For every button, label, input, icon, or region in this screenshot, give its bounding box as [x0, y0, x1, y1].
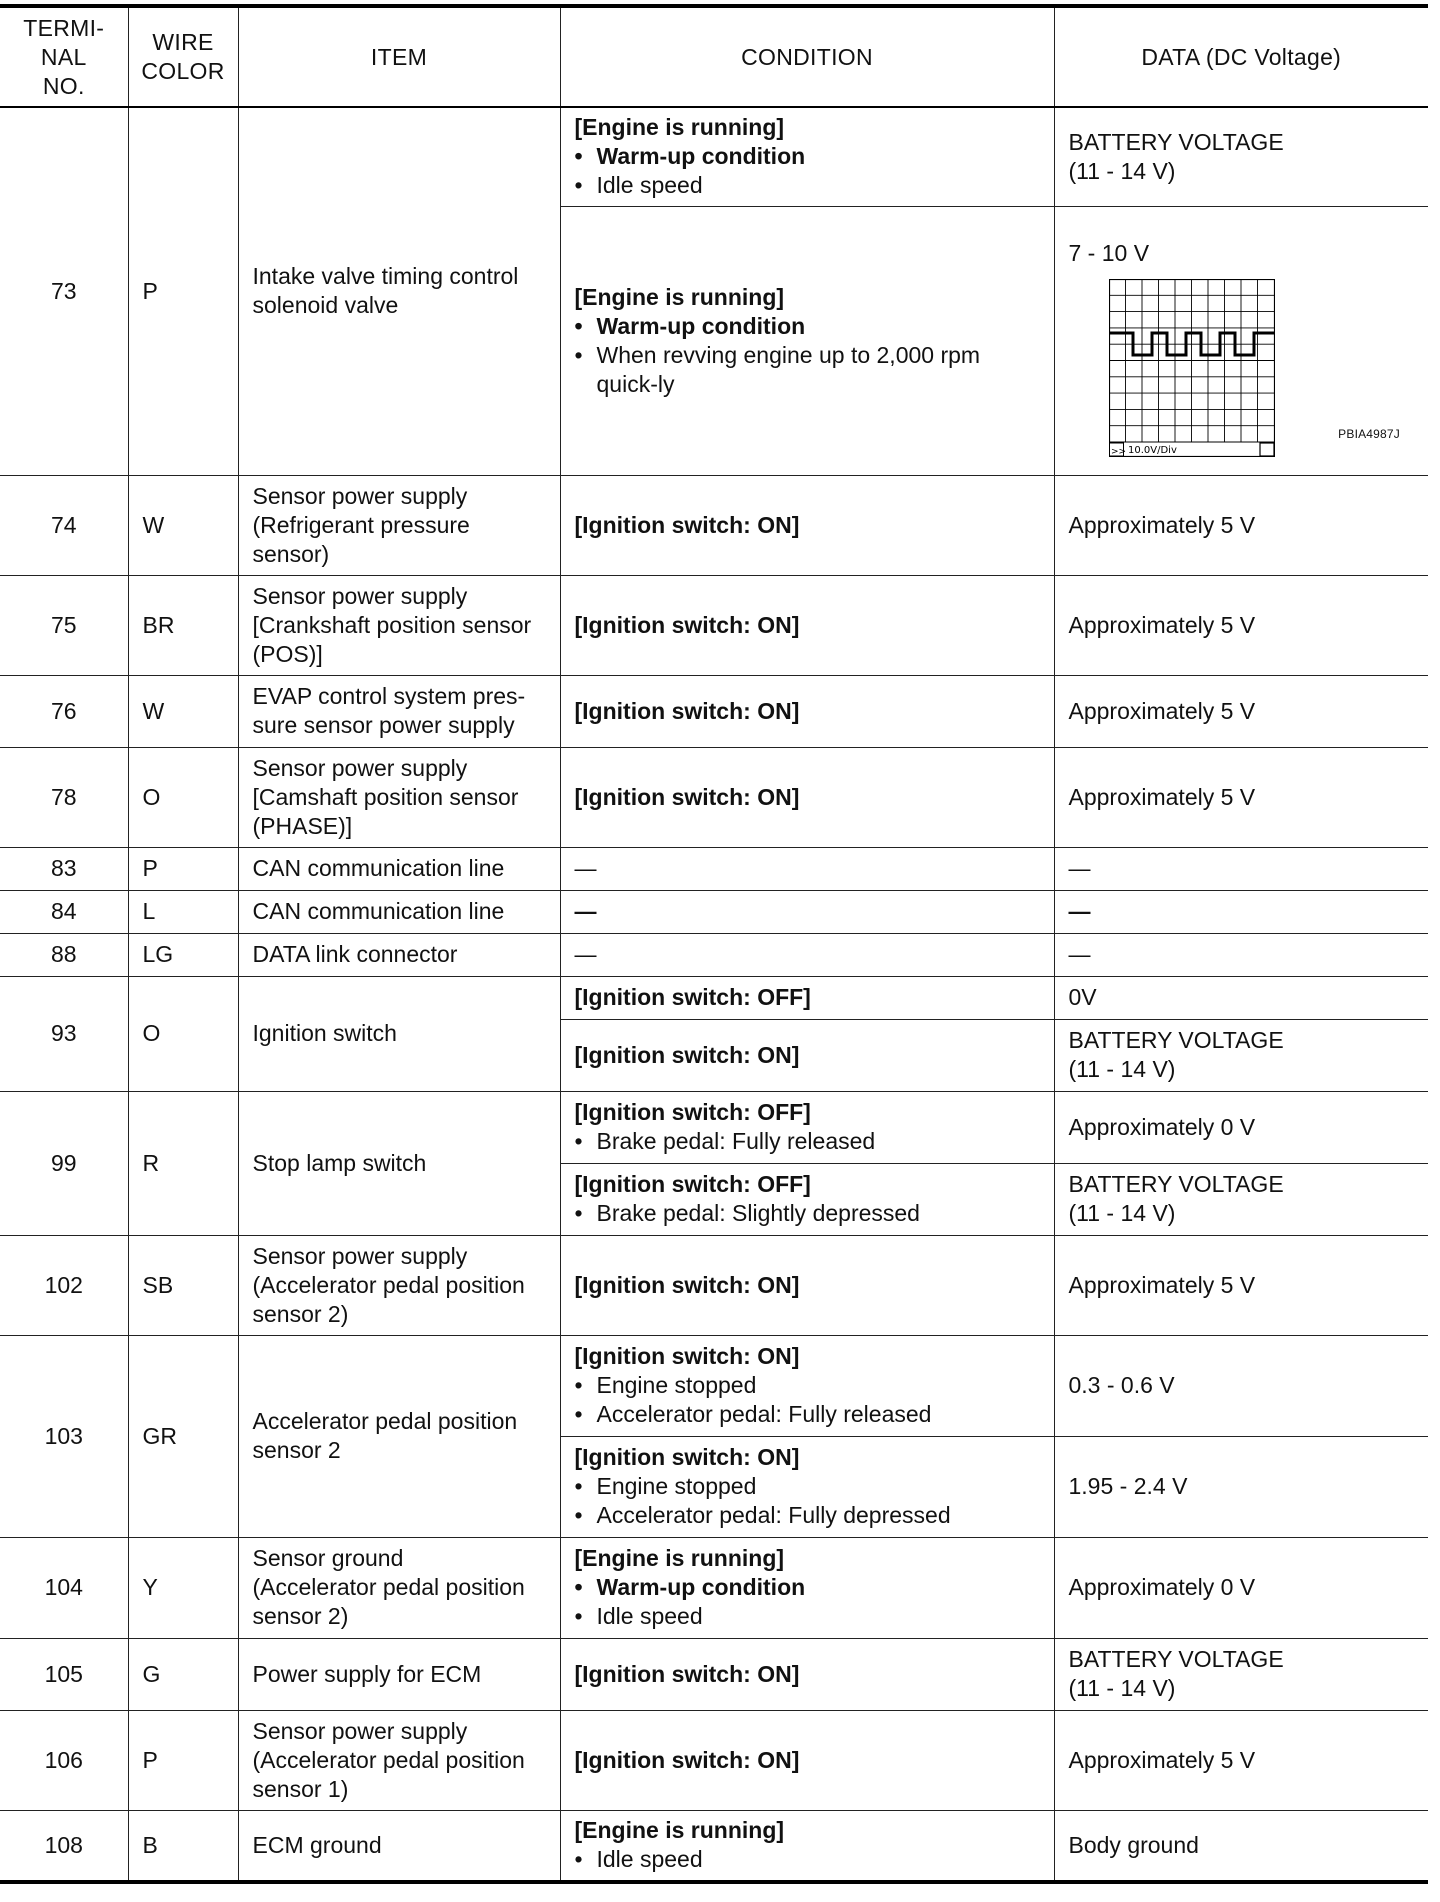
terminal-no: 106 — [0, 1710, 128, 1810]
data-cell: Body ground — [1054, 1810, 1428, 1882]
wire-color: R — [128, 1091, 238, 1235]
terminal-no: 74 — [0, 475, 128, 575]
figure-id: PBIA4987J — [1338, 426, 1400, 441]
data-cell: 0V — [1054, 976, 1428, 1019]
wire-color: O — [128, 976, 238, 1091]
terminal-no: 102 — [0, 1235, 128, 1335]
data-cell: Approximately 5 V — [1054, 575, 1428, 675]
item-cell: Intake valve timing control solenoid valve — [238, 107, 560, 475]
item-cell: Sensor power supply (Accelerator pedal position sensor 2) — [238, 1235, 560, 1335]
item-cell: Ignition switch — [238, 976, 560, 1091]
condition-cell: [Ignition switch: ON] — [560, 1019, 1054, 1091]
terminal-no: 83 — [0, 847, 128, 890]
condition-cell: [Ignition switch: OFF] • Brake pedal: Slightly depressed — [560, 1163, 1054, 1235]
data-cell: Approximately 5 V — [1054, 475, 1428, 575]
data-cell: — — [1054, 890, 1428, 933]
wire-color: Y — [128, 1537, 238, 1638]
wire-color: BR — [128, 575, 238, 675]
wire-color: O — [128, 747, 238, 847]
wire-color: GR — [128, 1335, 238, 1537]
wire-color: SB — [128, 1235, 238, 1335]
item-cell: Accelerator pedal position sensor 2 — [238, 1335, 560, 1537]
condition-cell: [Ignition switch: ON] • Engine stopped • Accelerator pedal: Fully released — [560, 1335, 1054, 1436]
terminal-no: 75 — [0, 575, 128, 675]
data-cell: — — [1054, 847, 1428, 890]
terminal-no: 99 — [0, 1091, 128, 1235]
table-row-75 — [0, 575, 1428, 675]
wire-color: LG — [128, 933, 238, 976]
data-cell: Approximately 5 V — [1054, 675, 1428, 747]
condition-cell: [Engine is running] • Warm-up condition • When revving engine up to 2,000 rpm quick-ly — [560, 206, 1054, 475]
condition-cell: — — [560, 847, 1054, 890]
table-row-104 — [0, 1537, 1428, 1638]
table-row-78 — [0, 747, 1428, 847]
header-data: DATA (DC Voltage) — [1054, 6, 1428, 107]
data-cell: Approximately 5 V — [1054, 747, 1428, 847]
condition-cell: [Ignition switch: ON] • Engine stopped • Accelerator pedal: Fully depressed — [560, 1436, 1054, 1537]
condition-cell: [Ignition switch: OFF] — [560, 976, 1054, 1019]
table-row-74 — [0, 475, 1428, 575]
table-row-88 — [0, 933, 1428, 976]
condition-cell: — — [560, 933, 1054, 976]
wire-color: B — [128, 1810, 238, 1882]
table-row-102 — [0, 1235, 1428, 1335]
condition-cell: [Ignition switch: ON] — [560, 747, 1054, 847]
table-row-93 — [0, 976, 1428, 1019]
oscilloscope-figure: 7 - 10 V >> 10.0V/Div PBIA4987J — [1068, 239, 1400, 457]
data-cell: Approximately 0 V — [1054, 1091, 1428, 1163]
wire-color: L — [128, 890, 238, 933]
terminal-no: 103 — [0, 1335, 128, 1537]
table-row-73 — [0, 107, 1428, 206]
item-cell: Stop lamp switch — [238, 1091, 560, 1235]
scope-marker: >> — [1110, 446, 1126, 457]
item-cell: Sensor power supply [Camshaft position sensor (PHASE)] — [238, 747, 560, 847]
data-cell: Approximately 0 V — [1054, 1537, 1428, 1638]
item-cell: Sensor power supply [Crankshaft position sensor (POS)] — [238, 575, 560, 675]
terminal-no: 108 — [0, 1810, 128, 1882]
condition-cell: [Ignition switch: ON] — [560, 1235, 1054, 1335]
item-cell: Power supply for ECM — [238, 1638, 560, 1710]
condition-cell: [Ignition switch: OFF] • Brake pedal: Fully released — [560, 1091, 1054, 1163]
condition-cell: [Engine is running] • Idle speed — [560, 1810, 1054, 1882]
table-row-103 — [0, 1335, 1428, 1436]
table-row-108 — [0, 1810, 1428, 1882]
item-cell: Sensor power supply (Refrigerant pressure sensor) — [238, 475, 560, 575]
data-cell: Approximately 5 V — [1054, 1710, 1428, 1810]
table-row-99 — [0, 1091, 1428, 1163]
item-cell: EVAP control system pres- sure sensor power supply — [238, 675, 560, 747]
header-item: ITEM — [238, 6, 560, 107]
data-cell: BATTERY VOLTAGE (11 - 14 V) — [1054, 107, 1428, 206]
data-cell: BATTERY VOLTAGE (11 - 14 V) — [1054, 1638, 1428, 1710]
header-terminal-no: TERMI- NAL NO. — [0, 6, 128, 107]
terminal-no: 105 — [0, 1638, 128, 1710]
terminal-no: 73 — [0, 107, 128, 475]
terminal-no: 104 — [0, 1537, 128, 1638]
terminal-no: 88 — [0, 933, 128, 976]
wire-color: W — [128, 475, 238, 575]
condition-cell: — — [560, 890, 1054, 933]
data-cell: BATTERY VOLTAGE (11 - 14 V) — [1054, 1019, 1428, 1091]
ecm-terminal-table — [0, 4, 1428, 1884]
wire-color: W — [128, 675, 238, 747]
condition-cell: [Ignition switch: ON] — [560, 675, 1054, 747]
table-row-76 — [0, 675, 1428, 747]
terminal-no: 84 — [0, 890, 128, 933]
item-cell: Sensor ground (Accelerator pedal position sensor 2) — [238, 1537, 560, 1638]
item-cell: Sensor power supply (Accelerator pedal position sensor 1) — [238, 1710, 560, 1810]
condition-cell: [Ignition switch: ON] — [560, 1638, 1054, 1710]
item-cell: CAN communication line — [238, 847, 560, 890]
terminal-no: 76 — [0, 675, 128, 747]
data-cell: BATTERY VOLTAGE (11 - 14 V) — [1054, 1163, 1428, 1235]
item-cell: DATA link connector — [238, 933, 560, 976]
wire-color: P — [128, 847, 238, 890]
table-header-row — [0, 6, 1428, 107]
data-cell: 1.95 - 2.4 V — [1054, 1436, 1428, 1537]
scope-scale-label: 10.0V/Div — [1127, 444, 1177, 456]
item-cell: ECM ground — [238, 1810, 560, 1882]
wire-color: G — [128, 1638, 238, 1710]
oscilloscope-waveform-graphic — [1109, 279, 1275, 457]
data-cell — [1054, 206, 1428, 475]
item-cell: CAN communication line — [238, 890, 560, 933]
table-row-106 — [0, 1710, 1428, 1810]
terminal-no: 93 — [0, 976, 128, 1091]
condition-cell: [Engine is running] • Warm-up condition • Idle speed — [560, 107, 1054, 206]
condition-cell: [Engine is running] • Warm-up condition • Idle speed — [560, 1537, 1054, 1638]
terminal-no: 78 — [0, 747, 128, 847]
table-row-105 — [0, 1638, 1428, 1710]
table-row-83 — [0, 847, 1428, 890]
data-cell: 0.3 - 0.6 V — [1054, 1335, 1428, 1436]
data-cell: Approximately 5 V — [1054, 1235, 1428, 1335]
header-wire-color: WIRE COLOR — [128, 6, 238, 107]
data-cell: — — [1054, 933, 1428, 976]
wire-color: P — [128, 107, 238, 475]
condition-cell: [Ignition switch: ON] — [560, 575, 1054, 675]
table-row-84 — [0, 890, 1428, 933]
condition-cell: [Ignition switch: ON] — [560, 475, 1054, 575]
wire-color: P — [128, 1710, 238, 1810]
condition-cell: [Ignition switch: ON] — [560, 1710, 1054, 1810]
header-condition: CONDITION — [560, 6, 1054, 107]
